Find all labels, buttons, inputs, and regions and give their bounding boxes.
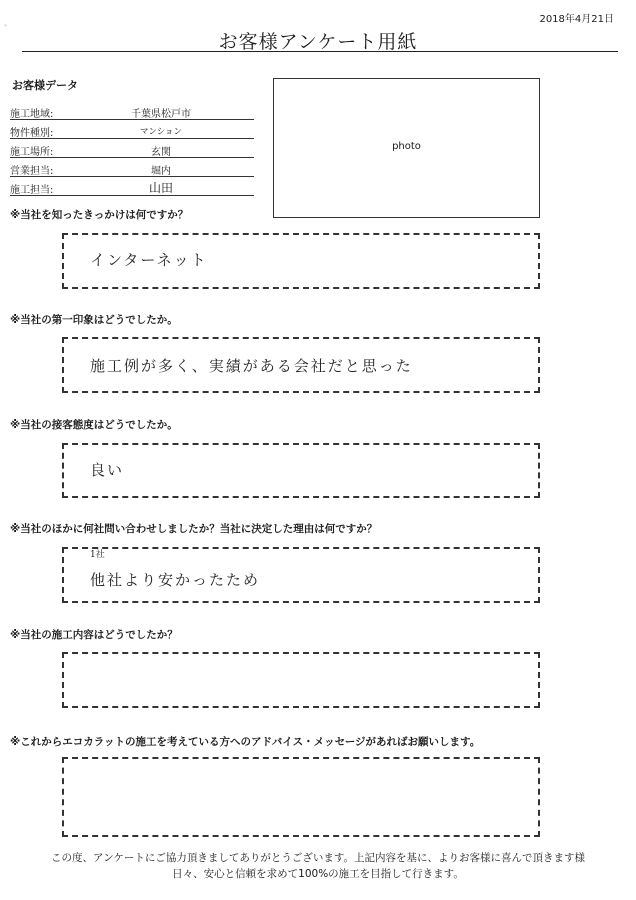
survey-date: 2018年4月21日	[539, 14, 614, 25]
data-value: 千葉県松戸市	[131, 109, 191, 120]
question-6: ※これからエコカラットの施工を考えている方へのアドバイス・メッセージがあればお願いします。	[10, 736, 481, 748]
answer-2: 施工例が多く、実績がある会社だと思った	[90, 357, 413, 375]
question-4: ※当社のほかに何社問い合わせしましたか？当社に決定した理由は何ですか？	[10, 523, 378, 535]
data-value: 堀内	[151, 166, 171, 177]
data-value: マンション	[139, 127, 183, 137]
answer-box-1	[62, 233, 540, 289]
data-row-sales-rep	[10, 160, 254, 177]
data-label: 営業担当:	[10, 166, 54, 177]
answer-box-5	[62, 652, 540, 708]
footer-line-2: 日々、安心と信頼を求めて100%の施工を目指して行きます。	[172, 868, 464, 880]
data-row-location	[10, 141, 254, 158]
photo-placeholder	[273, 78, 540, 218]
data-value: 玄関	[151, 147, 171, 158]
corner-mark: ﾞ	[4, 25, 9, 35]
question-5: ※当社の施工内容はどうでしたか？	[10, 629, 178, 641]
data-label: 施工担当:	[10, 185, 54, 196]
data-label: 物件種別:	[10, 128, 54, 139]
answer-3: 良い	[90, 461, 125, 479]
page-title: お客様アンケート用紙	[218, 31, 418, 53]
data-label: 施工場所:	[10, 147, 54, 158]
answer-box-2	[62, 337, 540, 393]
answer-box-4	[62, 547, 540, 603]
customer-data-heading: お客様データ	[12, 79, 78, 92]
data-row-region	[10, 103, 254, 120]
question-3: ※当社の接客態度はどうでしたか。	[10, 419, 178, 431]
answer-4: 他社より安かったため	[90, 571, 261, 589]
answer-1: インターネット	[90, 251, 208, 269]
data-label: 施工地域:	[10, 109, 54, 120]
question-2: ※当社の第一印象はどうでしたか。	[10, 314, 178, 326]
title-underline	[22, 51, 618, 52]
data-value-handwritten: 山田	[148, 181, 173, 195]
answer-box-3	[62, 443, 540, 498]
data-row-installer	[10, 179, 254, 196]
data-row-property-type	[10, 122, 254, 139]
photo-label: photo	[392, 141, 421, 152]
answer-box-6	[62, 757, 540, 837]
footer-line-1: この度、アンケートにご協力頂きましてありがとうございます。上記内容を基に、よりお客様に喜んで頂きます様	[50, 852, 586, 864]
answer-4-note: 1社	[90, 550, 105, 560]
question-1: ※当社を知ったきっかけは何ですか？	[10, 209, 189, 221]
